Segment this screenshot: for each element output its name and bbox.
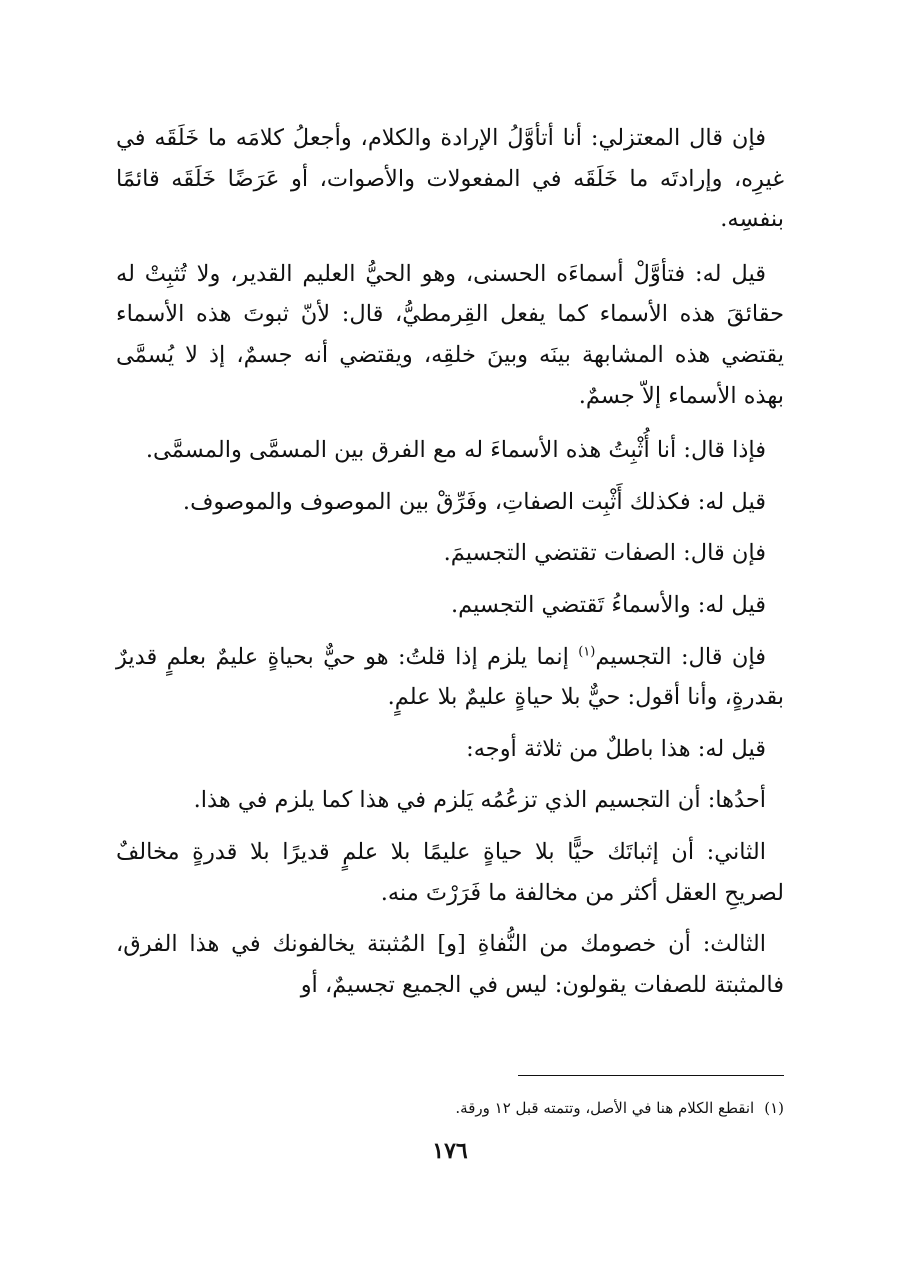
paragraph-reply-names: قيل له: فتأوَّلْ أسماءَه الحسنى، وهو الحيُّ العليم القدير، ولا تُثبِتْ له حقائقَ هذه الأسماء كما يفعل القِرمطيُّ، قال: لأنّ ثبوتَ هذه الأسماء يقتضي هذه المشابهة بينَه وبينَ خلقِه، ويقتضي أنه جسمٌ، إذ لا يُسمَّى بهذه الأسماء إلاّ جسمٌ. [116,260,784,409]
paragraph-third-aspect: الثالث: أن خصومك من النُّفاةِ [و] المُثبتة يخالفونك في هذا الفرق، فالمثبتة للصفات يقولون: ليس في الجميع تجسيمٌ، أو [116,931,784,998]
footnote-number: (١) [764,1099,784,1117]
paragraph-tajsim-claim-rest: إنما يلزم إذا قلتُ: هو حيٌّ بحياةٍ عليمٌ بعلمٍ قديرٌ بقدرةٍ، وأنا أقول: حيٌّ بلا حياةٍ عليمٌ بلا علمٍ. [116,643,784,711]
paragraph-names-tajsim: قيل له: والأسماءُ تَقتضي التجسيم. [450,591,766,618]
paragraph-attributes-tajsim: فإن قال: الصفات تقتضي التجسيمَ. [443,540,766,567]
paragraph-affirm-attributes: قيل له: فكذلك أَثْبِت الصفاتِ، وفَرِّقْ بين الموصوف والموصوف. [182,488,766,515]
footnote-text: انقطع الكلام هنا في الأصل، وتتمته قبل ١٢ ورقة. [455,1099,755,1117]
footnote-reference: (١) [578,644,596,660]
footnote [116,1097,784,1119]
page-number: ١٧٦ [432,1138,468,1164]
paragraph-first-aspect: أحدُها: أن التجسيم الذي تزعُمُه يَلزم في هذا كما يلزم في هذا. [193,787,766,814]
paragraph-three-aspects: قيل له: هذا باطلٌ من ثلاثة أوجه: [466,735,766,762]
footnote-divider [518,1075,784,1076]
paragraph-mutazili-claim: فإن قال المعتزلي: أنا أتأوَّلُ الإرادة والكلام، وأجعلُ كلامَه ما خَلَقَه في غيرِه، وإرادتَه ما خَلَقَه في المفعولات والأصوات، أو عَرَضًا خَلَقَه قائمًا بنفسِه. [116,125,784,233]
paragraph-second-aspect: الثاني: أن إثباتَك حيًّا بلا حياةٍ عليمًا بلا علمٍ قديرًا بلا قدرةٍ مخالفٌ لصريحِ العقل أكثر من مخالفة ما فَرَرْتَ منه. [116,838,784,906]
paragraph-tajsim-claim [116,637,784,718]
page-body [116,118,784,1016]
paragraph-tajsim-claim-start: فإن قال: التجسيم [595,643,766,670]
paragraph-affirm-names: فإذا قال: أنا أُثْبِتُ هذه الأسماءَ له مع الفرق بين المسمَّى والمسمَّى. [145,437,766,464]
